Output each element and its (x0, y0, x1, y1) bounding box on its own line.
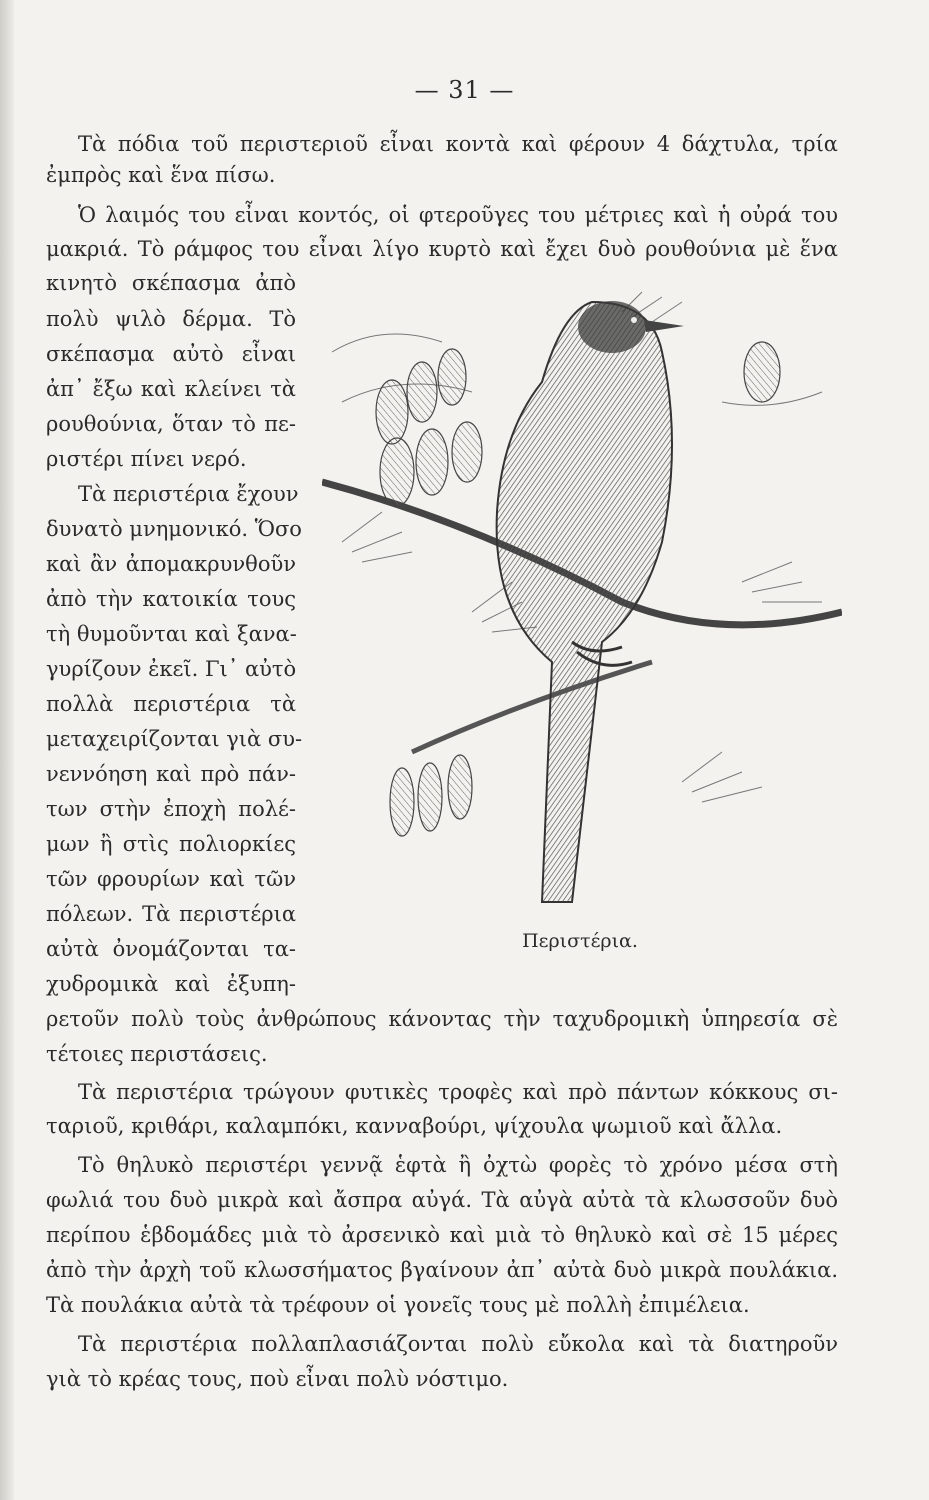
text-line: ἀπὸ τὴν κατοικία τους (46, 587, 296, 611)
text-line: αὐτὰ ὀνομάζονται τα- (46, 937, 296, 961)
text-line: ρετοῦν πολὺ τοὺς ἀνθρώπους κάνοντας τὴν ταχυδρομικὴ ὑπηρεσία σὲ (46, 1007, 838, 1031)
text-line: ριστέρι πίνει νερό. (46, 447, 247, 471)
text-line: Ὁ λαιμός του εἶναι κοντός, οἱ φτεροῦγες του μέτριες καὶ ἡ οὐρά του (78, 203, 838, 227)
text-line: Τὰ πόδια τοῦ περιστεριοῦ εἶναι κοντὰ καὶ φέρουν 4 δάχτυλα, τρία (78, 132, 838, 156)
text-line: ἐμπρὸς καὶ ἕνα πίσω. (46, 163, 276, 187)
text-line: μων ἢ στὶς πολιορκίες (46, 832, 296, 856)
text-line: ἀπὸ τὴν ἀρχὴ τοῦ κλωσσήματος βγαίνουν ἀπ᾽ αὐτὰ δυὸ μικρὰ πουλάκια. (46, 1258, 838, 1282)
text-line: Τὰ πουλάκια αὐτὰ τὰ τρέφουν οἱ γονεῖς τους μὲ πολλὴ ἐπιμέλεια. (46, 1293, 750, 1317)
page-gutter (0, 0, 14, 1500)
text-line: τῶν φρουρίων καὶ τῶν (46, 867, 296, 891)
text-line: τέτοιες περιστάσεις. (46, 1042, 268, 1066)
page-number: — 31 — (414, 76, 515, 104)
text-line: των στὴν ἐποχὴ πολέ- (46, 797, 296, 821)
text-line: ταριοῦ, κριθάρι, καλαμπόκι, κανναβούρι, ψίχουλα ψωμιοῦ καὶ ἄλλα. (46, 1114, 783, 1138)
text-line: ἀπ᾽ ἔξω καὶ κλείνει τὰ (46, 377, 296, 401)
text-line: καὶ ἂν ἀπομακρυνθοῦν (46, 552, 296, 576)
text-line: περίπου ἑβδομάδες μιὰ τὸ ἀρσενικὸ καὶ μιὰ τὸ θηλυκὸ καὶ σὲ 15 μέρες (46, 1223, 838, 1247)
text-line: κινητὸ σκέπασμα ἀπὸ (46, 271, 296, 295)
text-line: γυρίζουν ἐκεῖ. Γι᾽ αὐτὸ (46, 657, 297, 681)
pigeons-engraving-icon (322, 282, 842, 922)
text-line: φωλιά του δυὸ μικρὰ καὶ ἄσπρα αὐγά. Τὰ αὐγὰ αὐτὰ τὰ κλωσσοῦν δυὸ (46, 1188, 838, 1212)
text-line: γιὰ τὸ κρέας τους, ποὺ εἶναι πολὺ νόστιμο. (46, 1367, 509, 1391)
text-line: πόλεων. Τὰ περιστέρια (46, 902, 296, 926)
text-line: τὴ θυμοῦνται καὶ ξανα- (46, 622, 297, 646)
text-line: Τὰ περιστέρια τρώγουν φυτικὲς τροφὲς καὶ πρὸ πάντων κόκκους σι- (78, 1080, 838, 1104)
text-line: Τὸ θηλυκὸ περιστέρι γεννᾷ ἑφτὰ ἢ ὀχτὼ φορὲς τὸ χρόνο μέσα στὴ (78, 1153, 838, 1177)
text-line: ρουθούνια, ὅταν τὸ πε- (46, 412, 296, 436)
text-line: δυνατὸ μνημονικό. Ὅσο (46, 517, 302, 541)
text-line: Τὰ περιστέρια ἔχουν (78, 482, 299, 506)
text-line: Τὰ περιστέρια πολλαπλασιάζονται πολὺ εὔκολα καὶ τὰ διατηροῦν (78, 1332, 838, 1356)
text-line: πολὺ ψιλὸ δέρμα. Τὸ (46, 307, 296, 331)
text-line: πολλὰ περιστέρια τὰ (46, 692, 296, 716)
text-line: σκέπασμα αὐτὸ εἶναι (46, 342, 296, 366)
text-line: μακριά. Τὸ ράμφος του εἶναι λίγο κυρτὸ καὶ ἔχει δυὸ ρουθούνια μὲ ἕνα (46, 237, 838, 261)
text-line: νεννόηση καὶ πρὸ πάν- (46, 762, 296, 786)
text-line: μεταχειρίζονται γιὰ συ- (46, 727, 303, 751)
figure-caption: Περιστέρια. (522, 930, 638, 952)
text-line: χυδρομικὰ καὶ ἐξυπη- (46, 972, 296, 996)
